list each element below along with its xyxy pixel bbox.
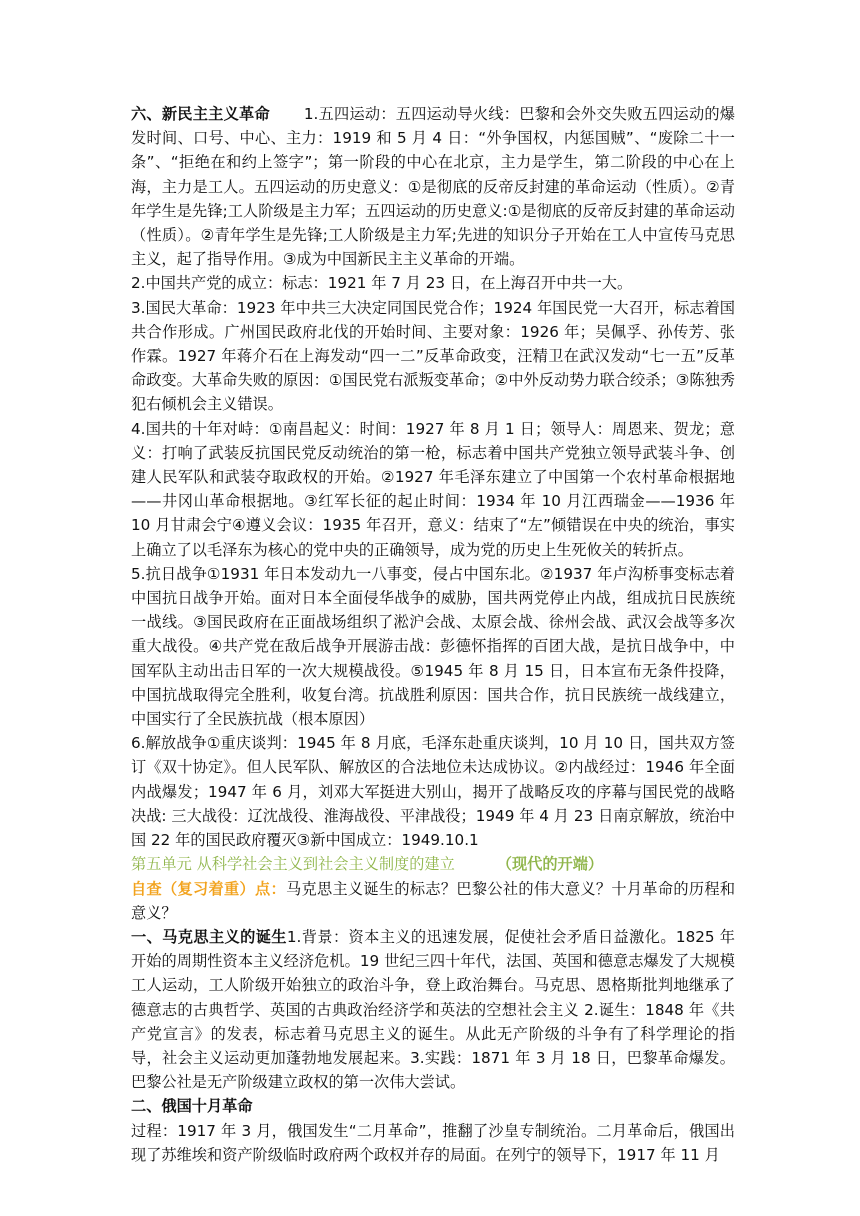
ten-year-confrontation-paragraph: 4.国共的十年对峙：①南昌起义：时间：1927 年 8 月 1 日；领导人：周恩来、贺龙；意义：打响了武装反抗国民党反动统治的第一枪，标志着中国共产党独立领导武装斗争、创建人民军队和武装夺取政权的开始。②1927 年毛泽东建立了中国第一个农村革命根据地——井冈山革命根据地。③红军长征的起止时间：1934 年 10 月江西瑞金——1936 年 10 月甘肃会宁④遵义会议：1935 年召开，意义：结束了“左”倾错误在中央的统治，事实上确立了以毛泽东为核心的党中央的正确领导，成为党的历史上生死攸关的转折点。	[131, 419, 735, 559]
national-revolution-paragraph: 3.国民大革命：1923 年中共三大决定同国民党合作；1924 年国民党一大召开，标志着国共合作形成。广州国民政府北伐的开始时间、主要对象：1926 年；吴佩孚、孙传芳、张作霖。1927 年蒋介石在上海发动“四一二”反革命政变，汪精卫在武汉发动“七一五”反革命政变。大革命失败的原因：①国民党右派叛变革命；②中外反动势力联合绞杀；③陈独秀犯右倾机会主义错误。	[131, 298, 735, 414]
section-1-heading: 一、马克思主义的诞生	[131, 927, 287, 946]
october-revolution-paragraph: 过程：1917 年 3 月，俄国发生“二月革命”，推翻了沙皇专制统治。二月革命后，俄国出现了苏维埃和资产阶级临时政府两个政权并存的局面。在列宁的领导下，1917 年 11 月	[131, 1121, 735, 1164]
unit-5-subtitle: （现代的开端）	[496, 855, 604, 874]
marxism-birth-paragraph	[131, 925, 735, 1094]
section-6-heading: 六、新民主主义革命	[131, 105, 270, 123]
self-check-questions: 马克思主义诞生的标志？巴黎公社的伟大意义？十月革命的历程和意义？	[131, 879, 736, 922]
self-check-label: 自查（复习着重）点：	[131, 879, 286, 898]
marxism-birth-text: 1.背景：资本主义的迅速发展，促使社会矛盾日益激化。1825 年开始的周期性资本主义经济危机。19 世纪三四十年代，法国、英国和德意志爆发了大规模工人运动，工人阶级开始独立的政治斗争，登上政治舞台。马克思、恩格斯批判地继承了德意志的古典哲学、英国的古典政治经济学和英法的空想社会主义 2.诞生：1848 年《共产党宣言》的发表，标志着马克思主义的诞生。从此无产阶级的斗争有了科学理论的指导，社会主义运动更加蓬勃地发展起来。3.实践：1871 年 3 月 18 日，巴黎革命爆发。巴黎公社是无产阶级建立政权的第一次伟大尝试。	[131, 927, 735, 1092]
section-6-paragraph-1	[131, 102, 735, 271]
liberation-war-paragraph: 6.解放战争①重庆谈判：1945 年 8 月底，毛泽东赴重庆谈判，10 月 10 日，国共双方签订《双十协定》。但人民军队、解放区的合法地位未达成协议。②内战经过：1946 年全面内战爆发；1947 年 6 月，刘邓大军挺进大别山，揭开了战略反攻的序幕与国民党的战略决战: 三大战役：辽沈战役、淮海战役、平津战役；1949 年 4 月 23 日南京解放，统治中国 22 年的国民政府覆灭③新中国成立：1949.10.1	[131, 734, 735, 850]
unit-5-title: 第五单元 从科学社会主义到社会主义制度的建立	[131, 855, 455, 874]
may-fourth-movement-text: 1.五四运动：五四运动导火线：巴黎和会外交失败五四运动的爆发时间、口号、中心、主力：1919 和 5 月 4 日：“外争国权，内惩国贼”、“废除二十一条”、“拒绝在和约上签字”；第一阶段的中心在北京，主力是学生，第二阶段的中心在上海，主力是工人。五四运动的历史意义：①是彻底的反帝反封建的革命运动（性质）。②青年学生是先锋;工人阶级是主力军；五四运动的历史意义:①是彻底的反帝反封建的革命运动（性质）。②青年学生是先锋;工人阶级是主力军;先进的知识分子开始在工人中宣传马克思主义，起了指导作用。③成为中国新民主主义革命的开端。	[131, 105, 735, 269]
unit-5-title-line	[131, 852, 735, 876]
section-2-heading: 二、俄国十月革命	[131, 1097, 253, 1116]
document-body	[131, 102, 735, 1167]
anti-japanese-war-paragraph: 5.抗日战争①1931 年日本发动九一八事变，侵占中国东北。②1937 年卢沟桥事变标志着中国抗日战争开始。面对日本全面侵华战争的威胁，国共两党停止内战，组成抗日民族统一战线。③国民政府在正面战场组织了淞沪会战、太原会战、徐州会战、武汉会战等多次重大战役。④共产党在敌后战争开展游击战：彭德怀指挥的百团大战，是抗日战争中，中国军队主动出击日军的一次大规模战役。⑤1945 年 8 月 15 日，日本宣布无条件投降，中国抗战取得完全胜利，收复台湾。抗战胜利原因：国共合作，抗日民族统一战线建立，中国实行了全民族抗战（根本原因）	[131, 564, 735, 729]
self-check-paragraph	[131, 877, 735, 925]
cpc-founding-paragraph: 2.中国共产党的成立：标志：1921 年 7 月 23 日，在上海召开中共一大。	[131, 274, 633, 293]
